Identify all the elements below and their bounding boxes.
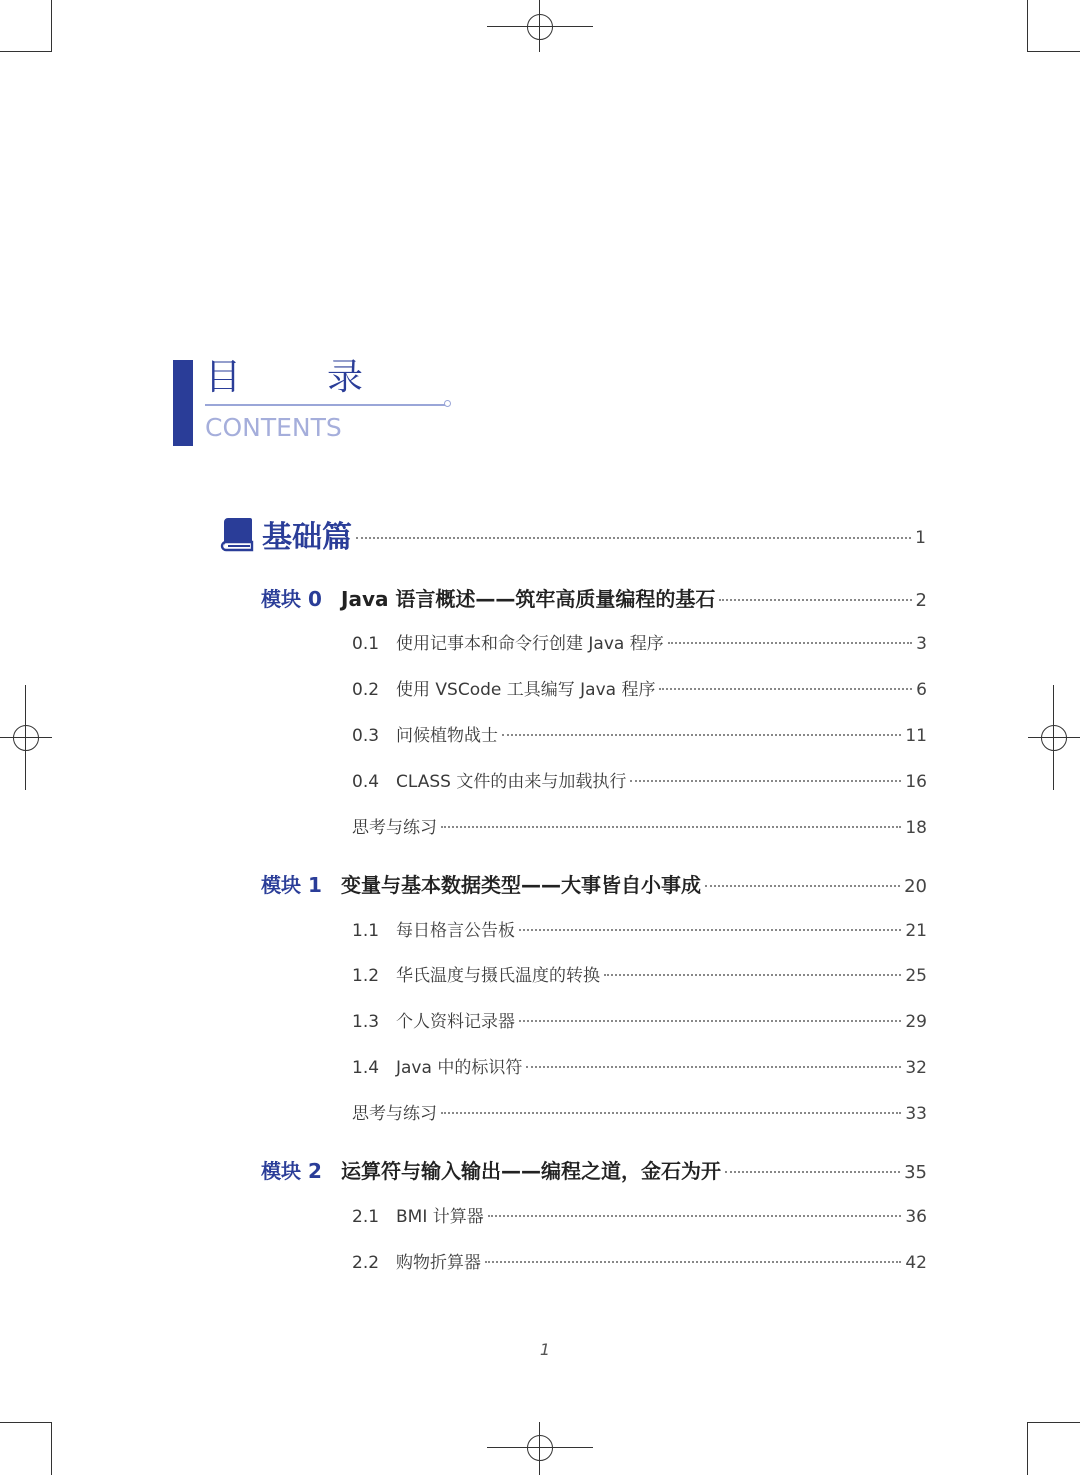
module-number: 模块 0 — [261, 587, 322, 611]
toc-section[interactable] — [352, 1248, 927, 1276]
registration-circle — [527, 14, 553, 40]
dot-leader — [441, 1112, 901, 1114]
toc-module[interactable] — [261, 869, 927, 899]
dot-leader — [519, 1020, 901, 1022]
section-number: 2.2 — [352, 1253, 380, 1273]
toc-exercise[interactable] — [352, 813, 927, 841]
page-number: 3 — [916, 634, 927, 654]
toc-module[interactable] — [261, 1155, 927, 1185]
section-number: 0.1 — [352, 634, 380, 654]
section-number: 1.1 — [352, 921, 380, 941]
page-number: 1 — [915, 528, 926, 548]
header-rule — [205, 404, 445, 406]
toc-section[interactable] — [352, 721, 927, 749]
dot-leader — [502, 734, 901, 736]
section-title: 个人资料记录器 — [396, 1012, 515, 1032]
dot-leader — [668, 642, 912, 644]
section-number: 1.2 — [352, 966, 380, 986]
dot-leader — [719, 599, 911, 601]
registration-circle — [13, 725, 39, 751]
page-number: 18 — [905, 818, 927, 838]
module-title: 变量与基本数据类型——大事皆自小事成 — [341, 873, 701, 897]
module-number: 模块 1 — [261, 873, 322, 897]
crop-mark — [1027, 1422, 1028, 1475]
page-title — [205, 356, 363, 400]
crop-mark — [1028, 1422, 1080, 1423]
title-char-left: 目 — [205, 357, 242, 398]
footer-page-number: 1 — [539, 1340, 551, 1359]
dot-leader — [441, 826, 901, 828]
module-number: 模块 2 — [261, 1159, 322, 1183]
page-number: 21 — [905, 921, 927, 941]
page-number: 29 — [905, 1012, 927, 1032]
dot-leader — [526, 1066, 901, 1068]
dot-leader — [356, 537, 911, 539]
page-number: 2 — [915, 590, 927, 611]
page-number: 16 — [905, 772, 927, 792]
section-title: 问候植物战士 — [396, 726, 498, 746]
exercise-title: 思考与练习 — [352, 1104, 437, 1124]
section-number: 2.1 — [352, 1207, 380, 1227]
header-rule-dot — [444, 400, 451, 407]
section-title: CLASS 文件的由来与加载执行 — [396, 772, 627, 792]
toc-section[interactable] — [352, 916, 927, 944]
dot-leader — [604, 974, 901, 976]
crop-mark — [0, 51, 52, 52]
crop-mark — [1027, 0, 1028, 52]
toc-section[interactable] — [352, 1202, 927, 1230]
part-title: 基础篇 — [262, 520, 352, 555]
page-number: 11 — [905, 726, 927, 746]
section-title: 每日格言公告板 — [396, 921, 515, 941]
toc-section[interactable] — [352, 767, 927, 795]
section-title: 华氏温度与摄氏温度的转换 — [396, 966, 600, 986]
crop-mark — [51, 1422, 52, 1475]
module-title: 运算符与输入输出——编程之道，金石为开 — [341, 1159, 721, 1183]
section-title: BMI 计算器 — [396, 1207, 484, 1227]
section-number: 0.2 — [352, 680, 380, 700]
dot-leader — [725, 1171, 900, 1173]
page-number: 42 — [905, 1253, 927, 1273]
toc-exercise[interactable] — [352, 1099, 927, 1127]
registration-circle — [527, 1435, 553, 1461]
dot-leader — [705, 885, 900, 887]
page-number: 33 — [905, 1104, 927, 1124]
dot-leader — [485, 1261, 901, 1263]
page-number: 32 — [905, 1058, 927, 1078]
module-title: Java 语言概述——筑牢高质量编程的基石 — [341, 587, 716, 611]
dot-leader — [659, 688, 912, 690]
dot-leader — [488, 1215, 902, 1217]
exercise-title: 思考与练习 — [352, 818, 437, 838]
toc-section[interactable] — [352, 1053, 927, 1081]
section-number: 1.4 — [352, 1058, 380, 1078]
section-title: 使用记事本和命令行创建 Java 程序 — [396, 634, 664, 654]
dot-leader — [519, 929, 901, 931]
page-number: 36 — [905, 1207, 927, 1227]
toc-part[interactable] — [220, 512, 926, 556]
toc-section[interactable] — [352, 675, 927, 703]
book-icon — [220, 516, 254, 552]
toc-section[interactable] — [352, 961, 927, 989]
crop-mark — [0, 1422, 52, 1423]
crop-mark — [51, 0, 52, 52]
section-number: 0.4 — [352, 772, 380, 792]
registration-circle — [1041, 725, 1067, 751]
section-number: 1.3 — [352, 1012, 380, 1032]
page-number: 20 — [904, 876, 927, 897]
dot-leader — [630, 780, 901, 782]
section-number: 0.3 — [352, 726, 380, 746]
header-accent-bar — [173, 360, 193, 446]
toc-section[interactable] — [352, 1007, 927, 1035]
page-number: 6 — [916, 680, 927, 700]
toc-section[interactable] — [352, 629, 927, 657]
crop-mark — [1028, 51, 1080, 52]
toc-module[interactable] — [261, 583, 927, 613]
section-title: 购物折算器 — [396, 1253, 481, 1273]
page-number: 25 — [905, 966, 927, 986]
title-char-right: 录 — [327, 357, 364, 398]
page-subtitle: CONTENTS — [205, 413, 342, 442]
page-number: 35 — [904, 1162, 927, 1183]
section-title: 使用 VSCode 工具编写 Java 程序 — [396, 680, 656, 700]
section-title: Java 中的标识符 — [396, 1058, 523, 1078]
